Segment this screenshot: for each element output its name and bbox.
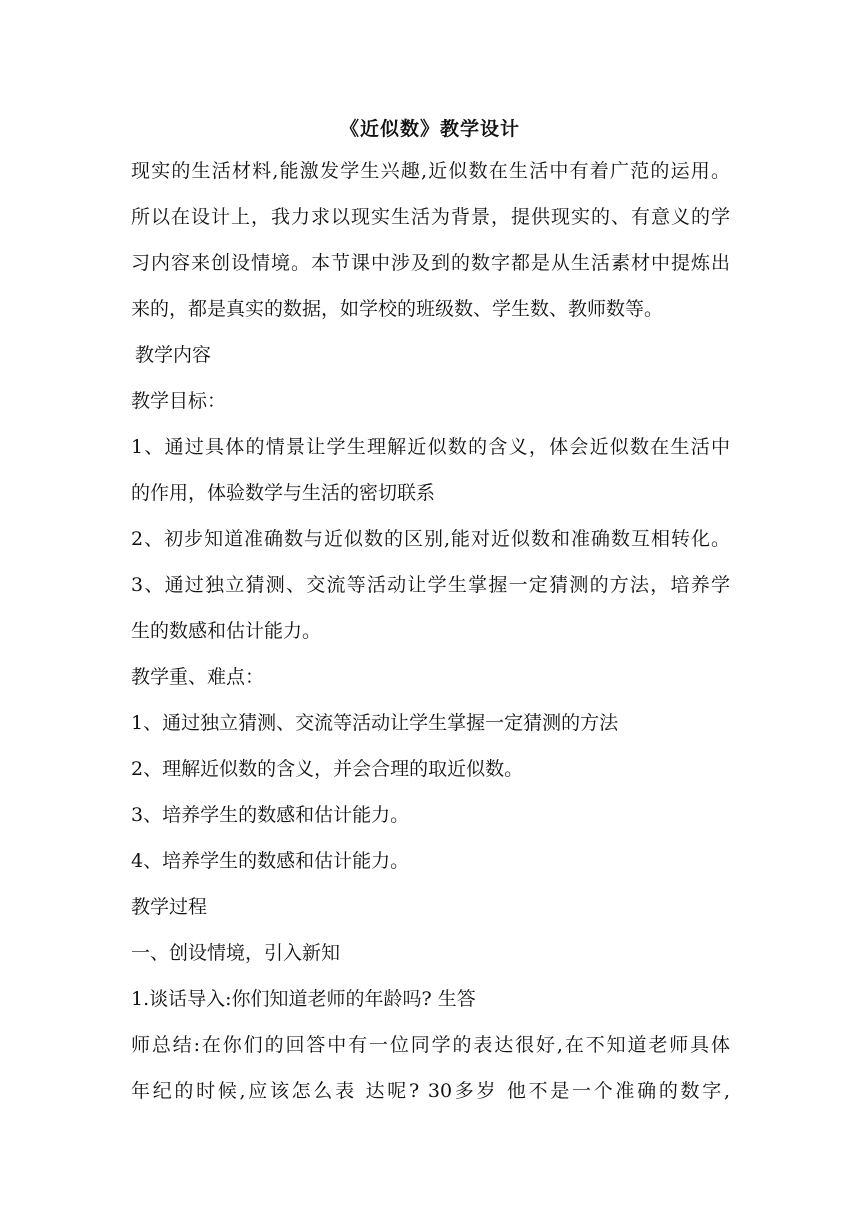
step-item-1 (0, 976, 860, 1022)
key-point-text: 1、通过独立猜测、交流等活动让学生掌握一定猜测的方法 (131, 712, 619, 734)
key-point-1 (0, 700, 860, 746)
key-point-3 (0, 792, 860, 838)
section-heading-text: 教学目标： (131, 390, 227, 412)
key-point-text: 4、培养学生的数感和估计能力。 (131, 850, 410, 872)
intro-line: 来的，都是真实的数据，如学校的班级数、学生数、教师数等。 (131, 298, 664, 320)
section-heading-process (0, 884, 860, 930)
goal-line: 生的数感和估计能力。 (131, 620, 322, 642)
intro-line: 现实的生活材料,能激发学生兴趣,近似数在生活中有着广范的运用。 (131, 160, 730, 182)
step-heading-1 (0, 930, 860, 976)
summary-line: 师总结:在你们的回答中有一位同学的表达很好,在不知道老师具体 (131, 1034, 730, 1056)
section-heading-goals (0, 378, 860, 424)
goal-line: 3、通过独立猜测、交流等活动让学生掌握一定猜测的方法，培养学 (131, 574, 730, 596)
key-point-4 (0, 838, 860, 884)
intro-line: 所以在设计上，我力求以现实生活为背景，提供现实的、有意义的学 (131, 206, 730, 228)
document-title: 《近似数》教学设计 (339, 118, 520, 140)
goal-item-1 (0, 424, 860, 516)
section-heading-text: 教学过程 (131, 896, 208, 918)
goal-line: 1、通过具体的情景让学生理解近似数的含义，体会近似数在生活中 (131, 436, 730, 458)
goal-item-2 (0, 516, 860, 562)
goal-line: 2、初步知道准确数与近似数的区别,能对近似数和准确数互相转化。 (131, 528, 730, 550)
key-point-2 (0, 746, 860, 792)
section-heading-text: 教学内容 (135, 344, 212, 366)
intro-line: 习内容来创设情境。本节课中涉及到的数字都是从生活素材中提炼出 (131, 252, 730, 274)
key-point-text: 2、理解近似数的含义，并会合理的取近似数。 (131, 758, 524, 780)
intro-paragraph (0, 148, 860, 332)
teacher-summary-paragraph (0, 1022, 860, 1114)
goal-item-3 (0, 562, 860, 654)
section-heading-content (0, 332, 860, 378)
section-heading-key-points (0, 654, 860, 700)
step-heading-text: 一、创设情境，引入新知 (131, 942, 341, 964)
summary-line: 年纪的时候,应该怎么表 达呢? 30多岁 他不是一个准确的数字, (131, 1080, 730, 1102)
step-item-text: 1.谈话导入:你们知道老师的年龄吗? 生答 (131, 988, 476, 1010)
key-point-text: 3、培养学生的数感和估计能力。 (131, 804, 410, 826)
goal-line: 的作用，体验数学与生活的密切联系 (131, 482, 436, 504)
section-heading-text: 教学重、难点： (131, 666, 265, 688)
